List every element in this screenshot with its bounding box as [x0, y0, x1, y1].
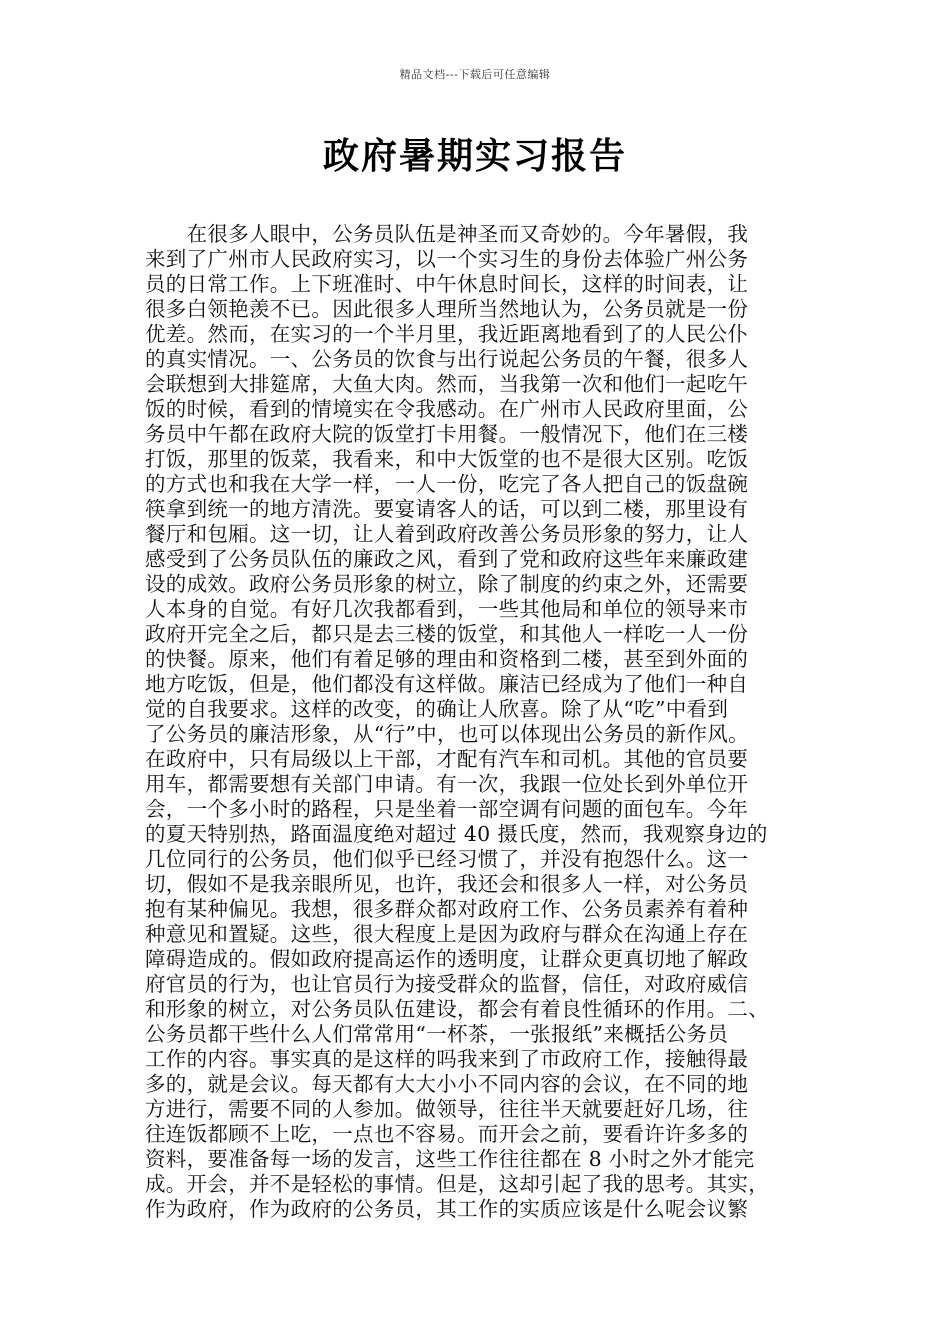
- text-line: 在很多人眼中，公务员队伍是神圣而又奇妙的。今年暑假，我: [145, 222, 749, 246]
- text-line: 的真实情况。一、公务员的饮食与出行说起公务员的午餐，很多人: [145, 347, 749, 371]
- text-line: 会，一个多小时的路程，只是坐着一部空调有问题的面包车。今年: [145, 797, 749, 821]
- body-text: [145, 222, 825, 1222]
- text-line: 方进行，需要不同的人参加。做领导，往往半天就要赶好几场，往: [145, 1097, 749, 1121]
- text-line: 往连饭都顾不上吃，一点也不容易。而开会之前，要看许许多多的: [145, 1122, 749, 1146]
- header-note: 精品文档---下载后可任意编辑: [399, 68, 551, 81]
- text-line: 在政府中，只有局级以上干部，才配有汽车和司机。其他的官员要: [145, 747, 749, 771]
- text-line: 餐厅和包厢。这一切，让人着到政府改善公务员形象的努力，让人: [145, 522, 749, 546]
- text-line: 几位同行的公务员，他们似乎已经习惯了，并没有抱怨什么。这一: [145, 847, 749, 871]
- text-line: 资料，要准备每一场的发言，这些工作往往都在 8 小时之外才能完: [145, 1147, 755, 1171]
- text-line: 优差。然而，在实习的一个半月里，我近距离地看到了的人民公仆: [145, 322, 749, 346]
- text-line: 觉的自我要求。这样的改变，的确让人欣喜。除了从“吃”中看到: [145, 697, 729, 721]
- text-line: 来到了广州市人民政府实习，以一个实习生的身份去体验广州公务: [145, 247, 749, 271]
- text-line: 人本身的自觉。有好几次我都看到，一些其他局和单位的领导来市: [145, 597, 749, 621]
- text-line: 地方吃饭，但是，他们都没有这样做。廉洁已经成为了他们一种自: [145, 672, 749, 696]
- text-line: 作为政府，作为政府的公务员，其工作的实质应该是什么呢会议繁: [145, 1197, 749, 1221]
- text-line: 感受到了公务员队伍的廉政之风，看到了党和政府这些年来廉政建: [145, 547, 749, 571]
- text-line: 的快餐。原来，他们有着足够的理由和资格到二楼，甚至到外面的: [145, 647, 749, 671]
- text-line: 成。开会，并不是轻松的事情。但是，这却引起了我的思考。其实，: [145, 1172, 769, 1196]
- text-line: 的夏天特别热，路面温度绝对超过 40 摄氏度，然而，我观察身边的: [145, 822, 768, 846]
- text-line: 了公务员的廉洁形象，从“行”中，也可以体现出公务员的新作风。: [145, 722, 749, 746]
- text-line: 政府开完全之后，都只是去三楼的饭堂，和其他人一样吃一人一份: [145, 622, 749, 646]
- text-line: 设的成效。政府公务员形象的树立，除了制度的约束之外，还需要: [145, 572, 749, 596]
- text-line: 员的日常工作。上下班准时、中午休息时间长，这样的时间表，让: [145, 272, 749, 296]
- text-line: 种意见和置疑。这些，很大程度上是因为政府与群众在沟通上存在: [145, 922, 749, 946]
- text-line: 抱有某种偏见。我想，很多群众都对政府工作、公务员素养有着种: [145, 897, 749, 921]
- text-line: 工作的内容。事实真的是这样的吗我来到了市政府工作，接触得最: [145, 1047, 749, 1071]
- text-line: 很多白领艳羡不已。因此很多人理所当然地认为，公务员就是一份: [145, 297, 749, 321]
- text-line: 多的，就是会议。每天都有大大小小不同内容的会议，在不同的地: [145, 1072, 749, 1096]
- text-line: 会联想到大排筵席，大鱼大肉。然而，当我第一次和他们一起吃午: [145, 372, 749, 396]
- text-line: 打饭，那里的饭菜，我看来，和中大饭堂的也不是很大区别。吃饭: [145, 447, 749, 471]
- text-line: 和形象的树立，对公务员队伍建设，都会有着良性循环的作用。二、: [145, 997, 769, 1021]
- page-title: 政府暑期实习报告: [322, 135, 627, 177]
- text-line: 饭的时候，看到的情境实在令我感动。在广州市人民政府里面，公: [145, 397, 749, 421]
- text-line: 用车，都需要想有关部门申请。有一次，我跟一位处长到外单位开: [145, 772, 749, 796]
- text-line: 障碍造成的。假如政府提高运作的透明度，让群众更真切地了解政: [145, 947, 749, 971]
- text-line: 筷拿到统一的地方清洗。要宴请客人的话，可以到二楼，那里设有: [145, 497, 749, 521]
- text-line: 务员中午都在政府大院的饭堂打卡用餐。一般情况下，他们在三楼: [145, 422, 749, 446]
- text-line: 公务员都干些什么人们常常用“一杯茶，一张报纸”来概括公务员: [145, 1022, 729, 1046]
- text-line: 的方式也和我在大学一样，一人一份，吃完了各人把自己的饭盘碗: [145, 472, 749, 496]
- text-line: 府官员的行为，也让官员行为接受群众的监督，信任，对政府威信: [145, 972, 749, 996]
- text-line: 切，假如不是我亲眼所见，也许，我还会和很多人一样，对公务员: [145, 872, 749, 896]
